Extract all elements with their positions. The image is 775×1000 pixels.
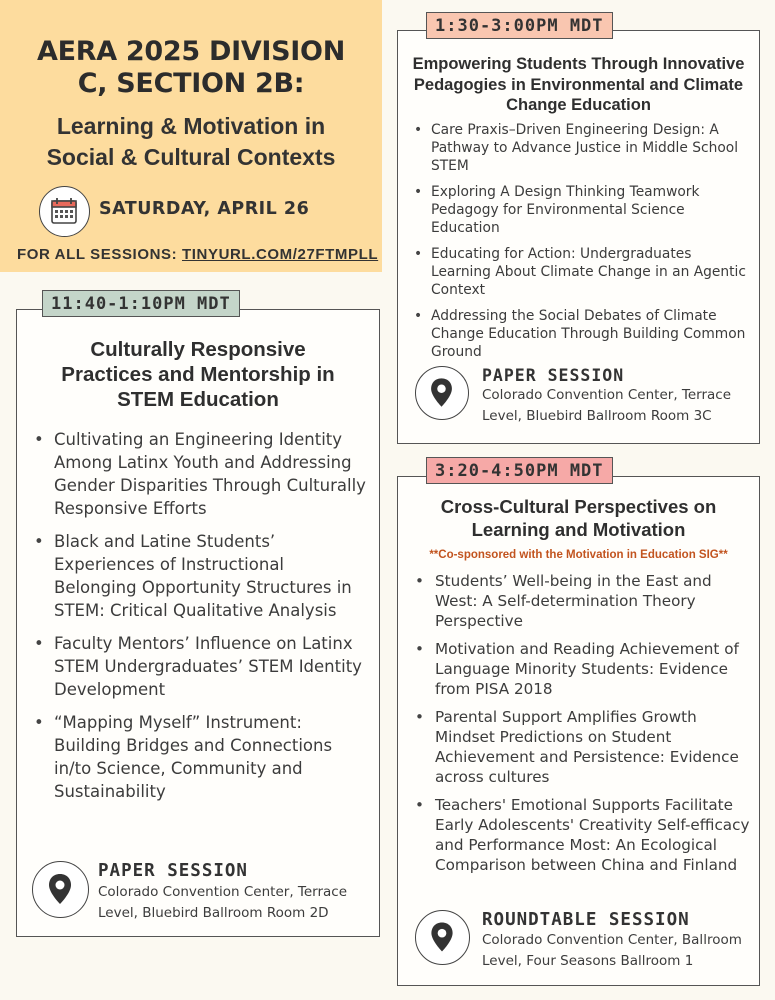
calendar-icon [39, 186, 90, 237]
cosponsor-note: **Co-sponsored with the Motivation in Education SIG** [429, 549, 728, 561]
talk-item: • Students’ Well-being in the East and West: A Self-determination Theory Perspective [415, 571, 755, 631]
session-title-line: Culturally Responsive [90, 338, 306, 361]
session-title-line: Learning and Motivation [471, 519, 686, 540]
session-title-line: Practices and Mentorship in [61, 363, 335, 386]
session-title [397, 54, 760, 116]
event-subtitle-line1: Learning & Motivation in [56, 113, 326, 139]
location-pin-icon [415, 910, 470, 965]
location-line: Level, Bluebird Ballroom Room 3C [482, 408, 712, 424]
location-line: Colorado Convention Center, Ballroom [482, 932, 742, 948]
location-pin-icon [415, 366, 469, 420]
talk-list [415, 571, 755, 883]
session-title-line: Change Education [506, 96, 651, 114]
talk-list [412, 121, 752, 369]
session-time-tag: 3:20-4:50PM MDT [426, 457, 613, 484]
session-title [397, 495, 760, 541]
session-title-line: Empowering Students Through Innovative [412, 55, 745, 73]
session-time-tag: 11:40-1:10PM MDT [42, 290, 240, 317]
talk-item: • Care Praxis–Driven Engineering Design: A Pathway to Advance Justice in Middle School STEM [412, 121, 752, 175]
session-time-tag: 1:30-3:00PM MDT [426, 12, 613, 39]
talk-item: • Parental Support Amplifies Growth Mindset Predictions on Student Achievement and Persistence: Evidence across cultures [415, 707, 755, 787]
talk-item: • Exploring A Design Thinking Teamwork Pedagogy for Environmental Science Education [412, 183, 752, 237]
location-line: Level, Bluebird Ballroom Room 2D [98, 905, 329, 921]
all-sessions-line [17, 246, 378, 263]
location-line: Colorado Convention Center, Terrace [98, 884, 348, 900]
all-sessions-label: FOR ALL SESSIONS: [17, 246, 178, 263]
session-location [482, 930, 757, 972]
talk-item: • Educating for Action: Undergraduates Learning About Climate Change in an Agentic Context [412, 245, 752, 299]
session-location [98, 882, 373, 924]
location-line: Level, Four Seasons Ballroom 1 [482, 953, 694, 969]
session-title-line: Pedagogies in Environmental and Climate [413, 75, 744, 94]
event-title-line1: AERA 2025 DIVISION [36, 36, 345, 67]
session-type: PAPER SESSION [98, 861, 248, 881]
event-title [0, 36, 382, 100]
all-sessions-link[interactable]: TINYURL.COM/27FTMPLL [182, 246, 379, 263]
talk-item: • Cultivating an Engineering Identity Among Latinx Youth and Addressing Gender Disparities Through Culturally Responsive Efforts [34, 428, 369, 520]
session-type: ROUNDTABLE SESSION [482, 910, 690, 930]
talk-item: • Faculty Mentors’ Influence on Latinx STEM Undergraduates’ STEM Identity Development [34, 632, 369, 701]
talk-item: • “Mapping Myself” Instrument: Building Bridges and Connections in/to Science, Community and Sustainability [34, 711, 369, 803]
event-date: SATURDAY, APRIL 26 [99, 199, 310, 219]
location-line: Colorado Convention Center, Terrace [482, 387, 732, 403]
session-title [16, 337, 380, 412]
session-title-line: Cross-Cultural Perspectives on [440, 496, 717, 517]
talk-item: • Addressing the Social Debates of Climate Change Education Through Building Common Ground [412, 307, 752, 361]
talk-item: • Teachers' Emotional Supports Facilitate Early Adolescents' Creativity Self-efficacy and Performance Most: An Ecological Comparison between China and Finland [415, 795, 755, 875]
session-type: PAPER SESSION [482, 366, 625, 385]
event-title-line2: C, SECTION 2B: [77, 68, 305, 99]
talk-item: • Black and Latine Students’ Experiences of Instructional Belonging Opportunity Structures in STEM: Critical Qualitative Analysis [34, 530, 369, 622]
event-subtitle-line2: Social & Cultural Contexts [46, 144, 336, 170]
talk-list [34, 428, 369, 813]
session-location [482, 385, 752, 427]
location-pin-icon [32, 861, 89, 918]
session-title-line: STEM Education [117, 388, 279, 411]
event-subtitle [0, 111, 382, 173]
talk-item: • Motivation and Reading Achievement of Language Minority Students: Evidence from PISA 2018 [415, 639, 755, 699]
